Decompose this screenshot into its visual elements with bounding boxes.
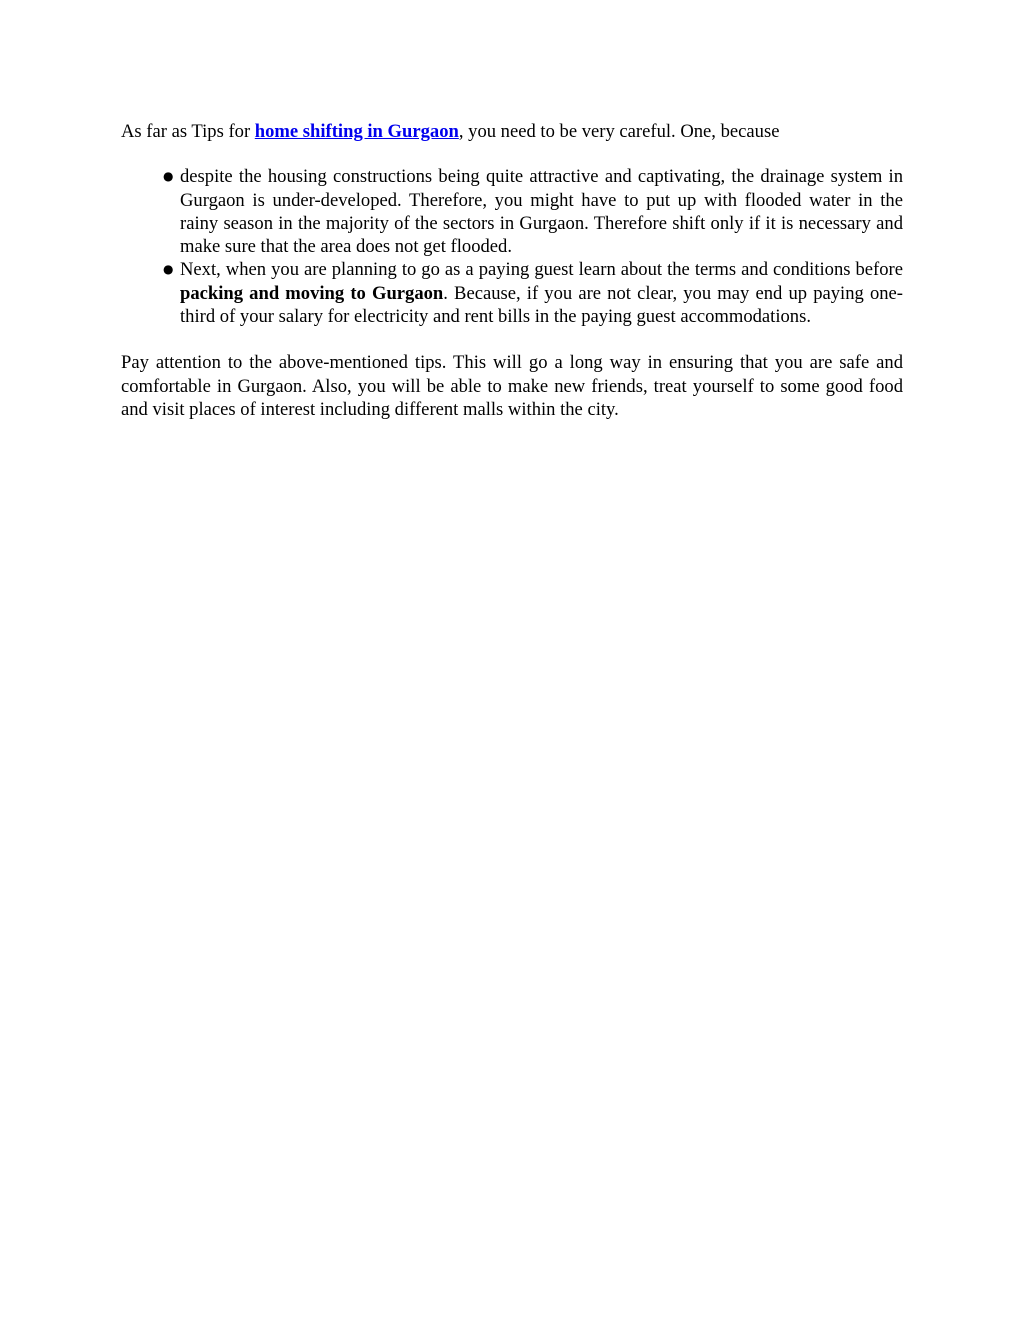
list-item — [163, 258, 903, 328]
intro-text-before-link: As far as Tips for — [121, 121, 255, 142]
bullet-icon: ● — [163, 169, 174, 184]
bullet-text-before-bold: Next, when you are planning to go as a paying guest learn about the terms and conditions before — [180, 259, 903, 281]
intro-text-after-link: , you need to be very careful. One, because — [458, 121, 780, 142]
home-shifting-link[interactable]: home shifting in Gurgaon — [254, 121, 459, 142]
bold-phrase: packing and moving to Gurgaon — [180, 282, 444, 304]
bullet-text: despite the housing constructions being quite attractive and captivating, the drainage system in Gurgaon is under-developed. Therefore, you might have to put up with flooded water in the rainy season in the majority of the sectors in Gurgaon. Therefore shift only if it is necessary and make sure that the area does not get flooded. — [180, 166, 903, 258]
document-page — [121, 120, 903, 421]
list-item — [163, 165, 903, 258]
intro-paragraph — [121, 120, 903, 143]
tips-list — [121, 165, 903, 328]
closing-paragraph: Pay attention to the above-mentioned tips. This will go a long way in ensuring that you are safe and comfortable in Gurgaon. Also, you will be able to make new friends, treat yourself to some good food and visit places of interest including different malls within the city. — [121, 352, 903, 420]
bullet-icon: ● — [163, 262, 174, 277]
bullet-text-after-bold: . Because, if you are not clear, you may end up paying one-third of your salary for electricity and rent bills in the paying guest accommodations. — [180, 282, 903, 328]
